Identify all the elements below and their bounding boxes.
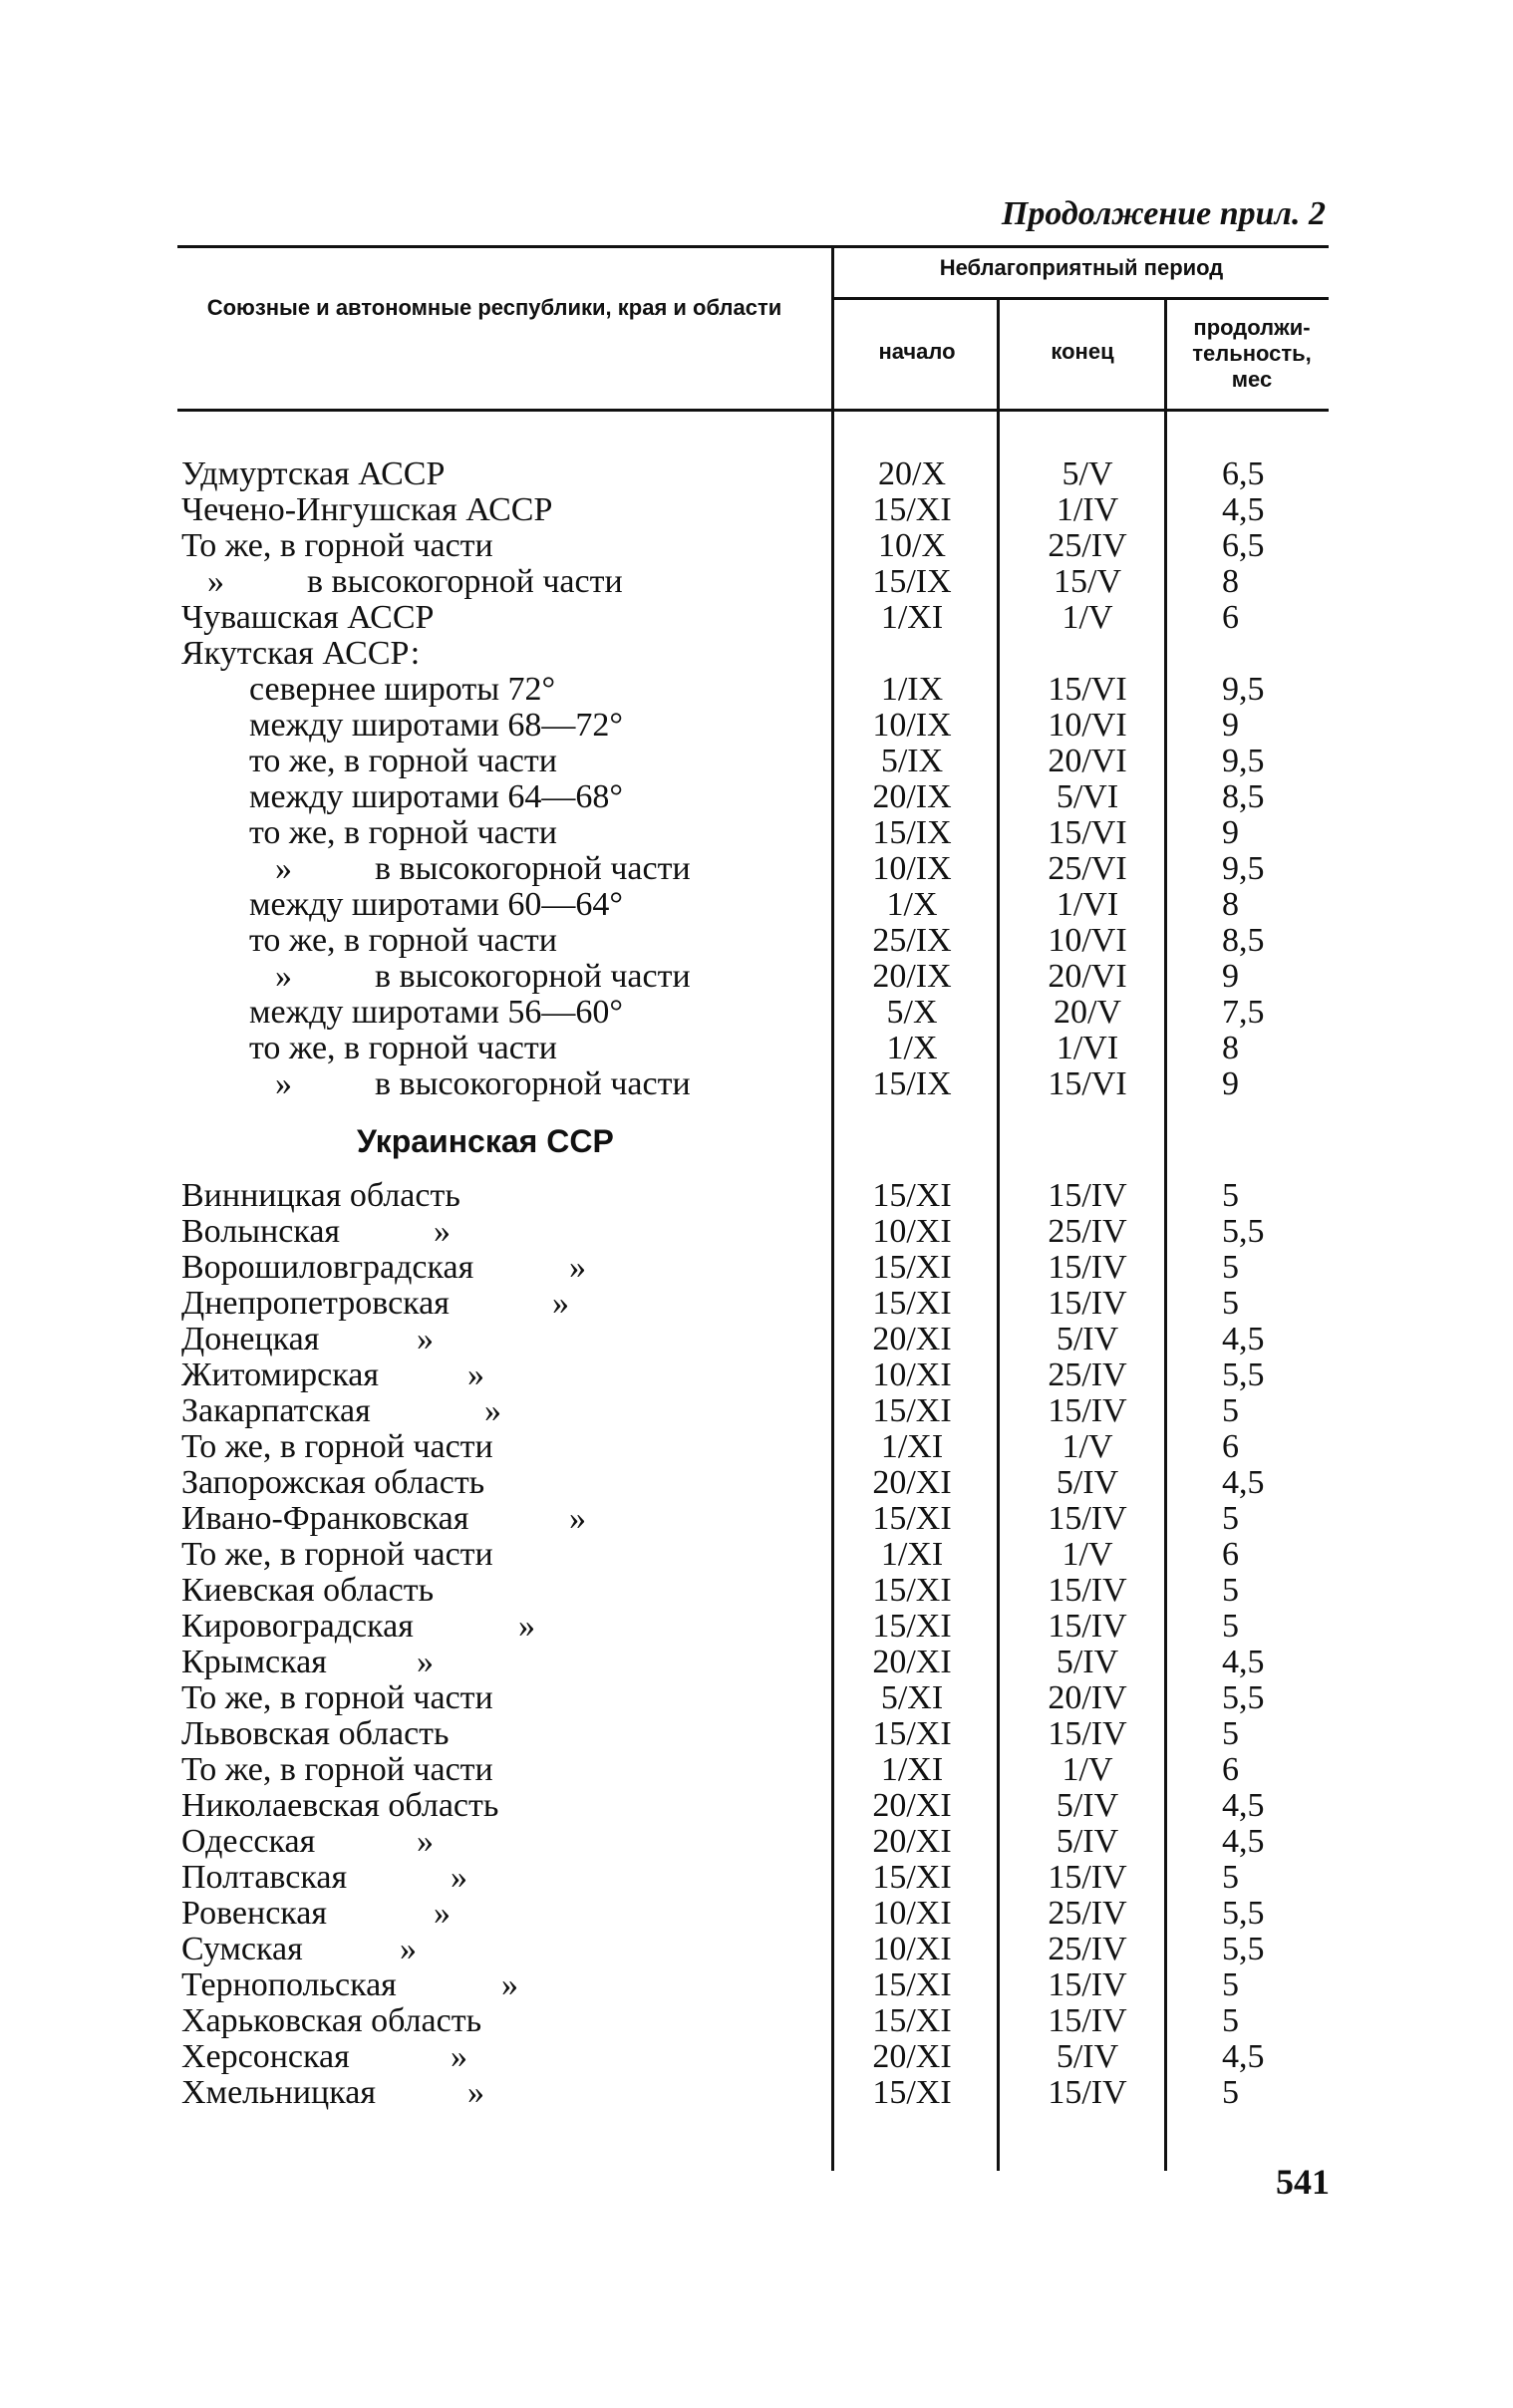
header-bottom-rule [177, 409, 1329, 412]
table-row [0, 1393, 1513, 1429]
period-end: 15/IV [1048, 2074, 1127, 2111]
period-end: 10/VI [1048, 707, 1127, 744]
period-start: 10/XI [872, 1213, 952, 1250]
table-row [0, 600, 1513, 636]
table-row [0, 636, 1513, 672]
region-name: то же, в горной части [249, 922, 557, 959]
period-duration: 5 [1222, 1966, 1239, 2003]
period-end: 1/V [1061, 1428, 1113, 1465]
period-duration: 4,5 [1222, 1321, 1265, 1357]
period-end: 15/IV [1048, 1500, 1127, 1537]
period-duration: 6,5 [1222, 527, 1265, 564]
period-duration: 5 [1222, 1715, 1239, 1752]
region-name: между широтами 56—60° [249, 994, 623, 1031]
header-regions: Союзные и автономные республики, края и области [206, 295, 782, 320]
ditto-mark: » [275, 958, 292, 995]
period-start: 15/IX [872, 563, 952, 600]
period-end: 5/IV [1056, 1787, 1119, 1824]
ditto-mark: » [569, 1249, 586, 1286]
period-start: 1/XI [880, 1751, 944, 1788]
period-start: 15/XI [872, 1392, 952, 1429]
period-start: 15/XI [872, 1500, 952, 1537]
period-duration: 8 [1222, 563, 1239, 600]
period-duration: 4,5 [1222, 1644, 1265, 1680]
table-row [0, 887, 1513, 923]
region-name: Якутская АССР: [181, 635, 421, 672]
region-name: Ивано-Франковская [181, 1500, 469, 1537]
period-start: 15/XI [872, 2002, 952, 2039]
region-name: Херсонская [181, 2038, 350, 2075]
period-duration: 5 [1222, 1285, 1239, 1322]
period-start: 15/IX [872, 814, 952, 851]
period-duration: 5 [1222, 2002, 1239, 2039]
period-end: 25/VI [1048, 850, 1127, 887]
period-end: 15/VI [1048, 671, 1127, 708]
period-start: 1/IX [880, 671, 944, 708]
region-name: Хмельницкая [181, 2074, 376, 2111]
period-duration: 7,5 [1222, 994, 1265, 1031]
region-name: Одесская [181, 1823, 316, 1860]
period-start: 15/XI [872, 2074, 952, 2111]
ditto-mark: » [501, 1966, 518, 2003]
period-start: 15/XI [872, 491, 952, 528]
period-duration: 6,5 [1222, 455, 1265, 492]
period-end: 5/IV [1056, 2038, 1119, 2075]
period-end: 1/V [1061, 1751, 1113, 1788]
region-name: То же, в горной части [181, 1428, 493, 1465]
period-end: 20/IV [1048, 1679, 1127, 1716]
region-name: Киевская область [181, 1572, 435, 1609]
table-row [0, 779, 1513, 815]
region-name: то же, в горной части [249, 743, 557, 779]
period-duration: 5 [1222, 1500, 1239, 1537]
region-name: севернее широты 72° [249, 671, 556, 708]
section-title-row [0, 1102, 1513, 1178]
region-name: Полтавская [181, 1859, 348, 1896]
period-duration: 4,5 [1222, 2038, 1265, 2075]
region-name: Удмуртская АССР [181, 455, 446, 492]
period-duration: 8 [1222, 886, 1239, 923]
period-start: 15/XI [872, 1572, 952, 1609]
period-start: 5/IX [880, 743, 944, 779]
period-end: 1/V [1061, 1536, 1113, 1573]
table-row [0, 2075, 1513, 2111]
period-duration: 4,5 [1222, 491, 1265, 528]
ditto-mark: » [484, 1392, 501, 1429]
period-end: 5/IV [1056, 1464, 1119, 1501]
table-row [0, 528, 1513, 564]
period-end: 15/IV [1048, 1572, 1127, 1609]
period-start: 15/XI [872, 1715, 952, 1752]
section-title: Украинская ССР [357, 1123, 614, 1159]
table-row [0, 1752, 1513, 1788]
period-duration: 5 [1222, 1249, 1239, 1286]
period-start: 25/IX [872, 922, 952, 959]
header-duration: продолжи-тельность, мес [1192, 315, 1312, 392]
region-name: Тернопольская [181, 1966, 397, 2003]
region-name: То же, в горной части [181, 1679, 493, 1716]
period-duration: 4,5 [1222, 1787, 1265, 1824]
page-number: 541 [1276, 2162, 1330, 2202]
period-end: 15/VI [1048, 1065, 1127, 1102]
ditto-mark: » [451, 1859, 467, 1896]
period-end: 15/IV [1048, 1177, 1127, 1214]
period-start: 20/XI [872, 1787, 952, 1824]
region-name: в высокогорной части [375, 958, 691, 995]
period-start: 1/XI [880, 599, 944, 636]
period-duration: 4,5 [1222, 1464, 1265, 1501]
period-end: 5/V [1061, 455, 1113, 492]
region-name: Житомирская [181, 1356, 379, 1393]
table-row [0, 2003, 1513, 2039]
period-duration: 9,5 [1222, 850, 1265, 887]
period-start: 5/XI [880, 1679, 944, 1716]
period-start: 20/XI [872, 1321, 952, 1357]
table-row [0, 851, 1513, 887]
table-row [0, 1967, 1513, 2003]
period-start: 20/XI [872, 1644, 952, 1680]
table-body [0, 456, 1513, 2111]
period-duration: 6 [1222, 599, 1239, 636]
period-duration: 5,5 [1222, 1213, 1265, 1250]
region-name: в высокогорной части [375, 1065, 691, 1102]
period-duration: 9,5 [1222, 743, 1265, 779]
table-top-rule [177, 245, 1329, 248]
table-row [0, 1250, 1513, 1286]
period-duration: 5 [1222, 1608, 1239, 1645]
period-end: 1/VI [1056, 1030, 1119, 1066]
period-end: 15/IV [1048, 1249, 1127, 1286]
period-end: 5/IV [1056, 1823, 1119, 1860]
period-duration: 6 [1222, 1751, 1239, 1788]
period-start: 10/IX [872, 707, 952, 744]
ditto-mark: » [451, 2038, 467, 2075]
period-start: 1/X [886, 1030, 938, 1066]
table-row [0, 1465, 1513, 1501]
period-start: 20/XI [872, 1823, 952, 1860]
region-name: Львовская область [181, 1715, 450, 1752]
region-name: Днепропетровская [181, 1285, 450, 1322]
region-name: Николаевская область [181, 1787, 499, 1824]
period-start: 15/IX [872, 1065, 952, 1102]
table-row [0, 1932, 1513, 1967]
period-end: 5/VI [1056, 778, 1119, 815]
period-duration: 5,5 [1222, 1356, 1265, 1393]
region-name: То же, в горной части [181, 1536, 493, 1573]
region-name: Сумская [181, 1931, 303, 1967]
ditto-mark: » [518, 1608, 535, 1645]
table-row [0, 1286, 1513, 1322]
period-start: 15/XI [872, 1859, 952, 1896]
period-end: 5/IV [1056, 1644, 1119, 1680]
ditto-mark: » [552, 1285, 569, 1322]
period-start: 20/XI [872, 1464, 952, 1501]
table-row [0, 1066, 1513, 1102]
region-name: Чувашская АССР [181, 599, 435, 636]
period-start: 10/XI [872, 1356, 952, 1393]
table-row [0, 1501, 1513, 1537]
region-name: То же, в горной части [181, 1751, 493, 1788]
ditto-mark: » [275, 850, 292, 887]
period-duration: 5,5 [1222, 1931, 1265, 1967]
table-row [0, 456, 1513, 492]
table-row [0, 923, 1513, 959]
region-name: Запорожская область [181, 1464, 485, 1501]
period-end: 25/IV [1048, 1213, 1127, 1250]
period-end: 15/IV [1048, 2002, 1127, 2039]
ditto-mark: » [434, 1213, 451, 1250]
table-row [0, 1573, 1513, 1609]
period-duration: 9 [1222, 1065, 1239, 1102]
period-duration: 8 [1222, 1030, 1239, 1066]
period-end: 1/V [1061, 599, 1113, 636]
period-duration: 9 [1222, 707, 1239, 744]
period-duration: 5 [1222, 1177, 1239, 1214]
table-row [0, 1031, 1513, 1066]
table-row [0, 2039, 1513, 2075]
table-row [0, 1429, 1513, 1465]
ditto-mark: » [417, 1321, 434, 1357]
period-end: 25/IV [1048, 1895, 1127, 1932]
header-unfavorable-period: Неблагоприятный период [939, 255, 1224, 280]
period-start: 10/IX [872, 850, 952, 887]
table-row [0, 1680, 1513, 1716]
region-name: Ворошиловградская [181, 1249, 474, 1286]
table-row [0, 1824, 1513, 1860]
period-end: 20/V [1054, 994, 1121, 1031]
period-duration: 8,5 [1222, 922, 1265, 959]
period-duration: 9 [1222, 958, 1239, 995]
period-end: 15/IV [1048, 1715, 1127, 1752]
region-name: между широтами 64—68° [249, 778, 623, 815]
ditto-mark: » [434, 1895, 451, 1932]
period-start: 10/X [878, 527, 946, 564]
period-end: 15/V [1054, 563, 1121, 600]
table-row [0, 1537, 1513, 1573]
period-start: 20/IX [872, 958, 952, 995]
period-end: 25/IV [1048, 527, 1127, 564]
period-duration: 5,5 [1222, 1679, 1265, 1716]
period-duration: 5 [1222, 2074, 1239, 2111]
table-row [0, 995, 1513, 1031]
ditto-mark: » [400, 1931, 417, 1967]
region-name: Ровенская [181, 1895, 328, 1932]
period-end: 20/VI [1048, 958, 1127, 995]
period-end: 15/VI [1048, 814, 1127, 851]
region-name: Крымская [181, 1644, 327, 1680]
ditto-mark: » [417, 1644, 434, 1680]
period-start: 1/XI [880, 1536, 944, 1573]
period-end: 25/IV [1048, 1931, 1127, 1967]
period-start: 15/XI [872, 1249, 952, 1286]
ditto-mark: » [207, 563, 224, 600]
region-name: Донецкая [181, 1321, 320, 1357]
period-start: 15/XI [872, 1177, 952, 1214]
table-row [0, 1178, 1513, 1214]
table-row [0, 564, 1513, 600]
region-name: Винницкая область [181, 1177, 460, 1214]
period-end: 1/VI [1056, 886, 1119, 923]
table-row [0, 672, 1513, 708]
period-start: 20/X [878, 455, 946, 492]
ditto-mark: » [417, 1823, 434, 1860]
block-ukraine [0, 1178, 1513, 2111]
period-end: 1/IV [1056, 491, 1119, 528]
period-end: 15/IV [1048, 1859, 1127, 1896]
block-rsfsr [0, 456, 1513, 1102]
region-name: между широтами 68—72° [249, 707, 623, 744]
period-start: 20/IX [872, 778, 952, 815]
period-start: 5/X [886, 994, 938, 1031]
period-end: 15/IV [1048, 1608, 1127, 1645]
region-name: Закарпатская [181, 1392, 371, 1429]
header-start: начало [878, 339, 956, 364]
region-name: То же, в горной части [181, 527, 493, 564]
table-row [0, 1788, 1513, 1824]
period-end: 15/IV [1048, 1392, 1127, 1429]
region-name: между широтами 60—64° [249, 886, 623, 923]
period-duration: 8,5 [1222, 778, 1265, 815]
table-row [0, 1860, 1513, 1896]
period-end: 10/VI [1048, 922, 1127, 959]
ditto-mark: » [275, 1065, 292, 1102]
period-duration: 5 [1222, 1392, 1239, 1429]
period-duration: 5,5 [1222, 1895, 1265, 1932]
table-row [0, 1214, 1513, 1250]
period-start: 10/XI [872, 1931, 952, 1967]
table-row [0, 1896, 1513, 1932]
table-row [0, 1357, 1513, 1393]
page-caption: Продолжение прил. 2 [1001, 195, 1326, 232]
table-row [0, 1645, 1513, 1680]
header-end: конец [1051, 339, 1114, 364]
table-row [0, 1609, 1513, 1645]
period-duration: 6 [1222, 1536, 1239, 1573]
period-start: 1/X [886, 886, 938, 923]
table-row [0, 1322, 1513, 1357]
table-row [0, 959, 1513, 995]
ditto-mark: » [467, 1356, 484, 1393]
region-name: Чечено-Ингушская АССР [181, 491, 553, 528]
header-group-rule [833, 297, 1329, 300]
period-start: 10/XI [872, 1895, 952, 1932]
table-row [0, 492, 1513, 528]
table-row [0, 1716, 1513, 1752]
period-duration: 5 [1222, 1859, 1239, 1896]
region-name: в высокогорной части [375, 850, 691, 887]
table-row [0, 708, 1513, 744]
region-name: Харьковская область [181, 2002, 482, 2039]
period-end: 15/IV [1048, 1285, 1127, 1322]
period-duration: 6 [1222, 1428, 1239, 1465]
region-name: в высокогорной части [307, 563, 623, 600]
period-duration: 9,5 [1222, 671, 1265, 708]
period-start: 20/XI [872, 2038, 952, 2075]
period-start: 1/XI [880, 1428, 944, 1465]
region-name: то же, в горной части [249, 814, 557, 851]
period-start: 15/XI [872, 1966, 952, 2003]
region-name: Кировоградская [181, 1608, 414, 1645]
period-end: 25/IV [1048, 1356, 1127, 1393]
table-row [0, 744, 1513, 779]
region-name: то же, в горной части [249, 1030, 557, 1066]
period-duration: 4,5 [1222, 1823, 1265, 1860]
period-end: 5/IV [1056, 1321, 1119, 1357]
period-start: 15/XI [872, 1285, 952, 1322]
period-duration: 9 [1222, 814, 1239, 851]
ditto-mark: » [467, 2074, 484, 2111]
period-end: 20/VI [1048, 743, 1127, 779]
ditto-mark: » [569, 1500, 586, 1537]
period-start: 15/XI [872, 1608, 952, 1645]
region-name: Волынская [181, 1213, 341, 1250]
table-row [0, 815, 1513, 851]
period-end: 15/IV [1048, 1966, 1127, 2003]
period-duration: 5 [1222, 1572, 1239, 1609]
